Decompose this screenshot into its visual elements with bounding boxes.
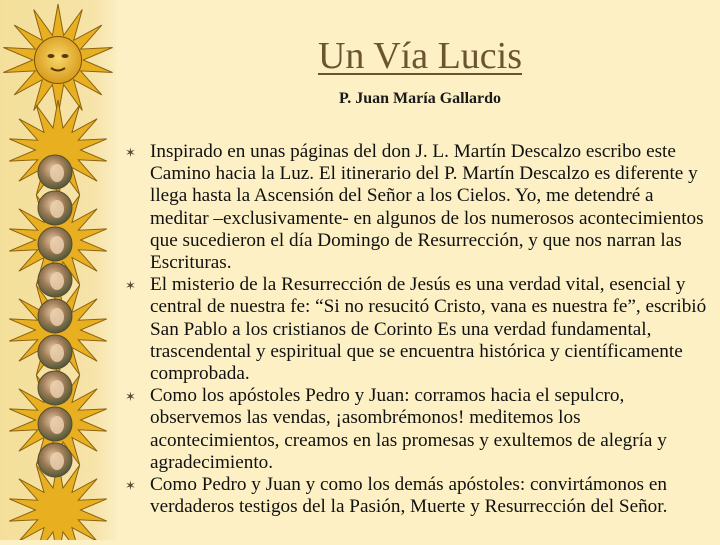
bullet-text: Como los apóstoles Pedro y Juan: corramos hacia el sepulcro, observemos las vendas, ¡asombrémonos! meditemos los acontecimientos, creamos en las promesas y exultemos de alegría y agradecimiento. [150, 385, 667, 473]
sun-face-icon [3, 4, 112, 116]
bullet-text: Inspirado en unas páginas del don J. L. Martín Descalzo escribo este Camino hacia la Luz. El itinerario del P. Martín Descalzo es diferente y llega hasta la Ascensión del Señor a los Cielos. Yo, me detendré a meditar –exclusivamente- en algunos de los numerosos acontecimientos que sucedieron el día Domingo de Resurrección, y que nos narran las Escrituras. [150, 141, 704, 274]
madonna-medallion [38, 155, 72, 189]
madonna-medallion [38, 191, 72, 225]
madonna-medallion [38, 263, 72, 297]
madonna-medallion [38, 335, 72, 369]
slide-subtitle: P. Juan María Gallardo [338, 90, 502, 107]
bullet-item [125, 141, 710, 274]
slide-title: Un Vía Lucis [317, 35, 523, 77]
bullet-list [125, 141, 710, 518]
praying-hands-medallion [38, 227, 72, 261]
asterisk-bullet-icon: ✶ [125, 478, 136, 494]
bullet-item [125, 474, 710, 518]
asterisk-bullet-icon: ✶ [125, 145, 136, 160]
madonna-medallion [38, 371, 72, 405]
sidebar-artwork [0, 0, 116, 540]
bullet-text: Como Pedro y Juan y como los demás apóstoles: convirtámonos en verdaderos testigos del la Pasión, Muerte y Resurrección del Señor. [150, 474, 668, 518]
asterisk-bullet-icon: ✶ [125, 278, 136, 294]
bullet-item [125, 385, 710, 474]
bullet-item [125, 274, 710, 385]
bullet-text: El misterio de la Resurrección de Jesús es una verdad vital, esencial y central de nuestra fe: “Si no resucitó Cristo, vana es nuestra fe”, escribió San Pablo a los cristianos de Corinto Es una verdad fundamental, trascendental y espiritual que se encuentra histórica y científicamente comprobada. [150, 274, 707, 385]
praying-hands-medallion [38, 299, 72, 333]
madonna-medallion [38, 407, 72, 441]
decorative-sidebar [0, 0, 116, 540]
madonna-medallion [38, 443, 72, 477]
asterisk-bullet-icon: ✶ [125, 389, 136, 405]
